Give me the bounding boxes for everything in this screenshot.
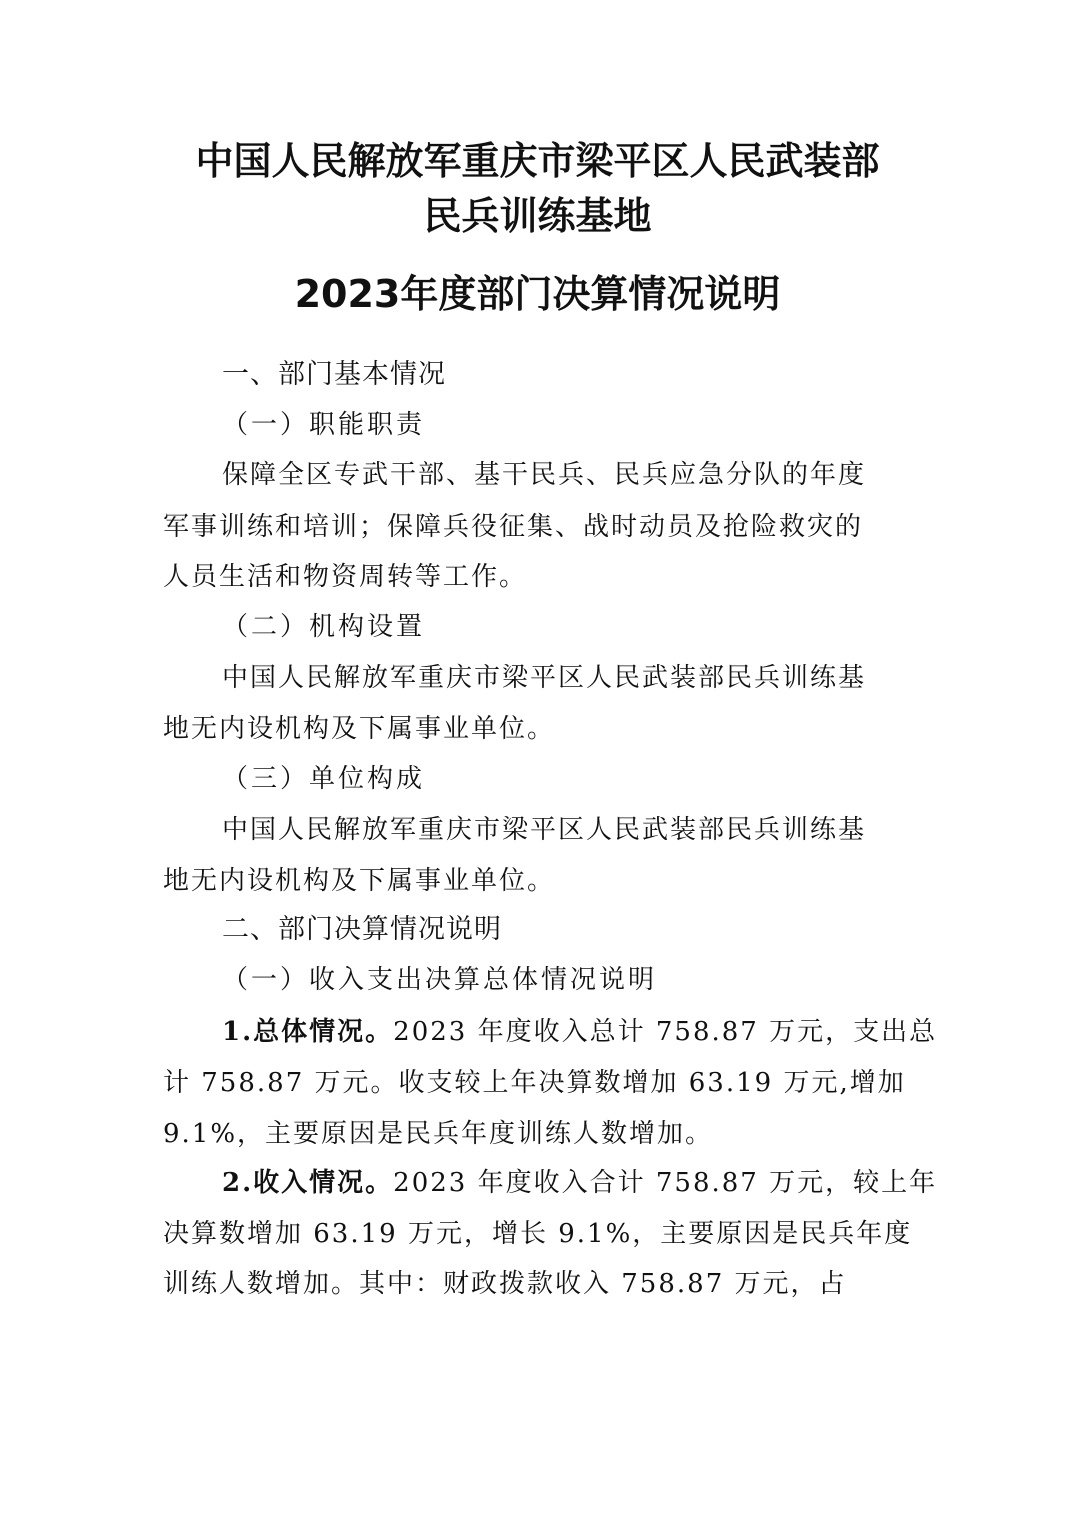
paragraph-2-lead: 2.收入情况。	[222, 1168, 394, 1198]
paragraph-line: 训练人数增加。其中：财政拨款收入 758.87 万元，占	[163, 1269, 847, 1299]
section-1-heading: 一、部门基本情况	[222, 359, 446, 390]
paragraph-2-text: 2023 年度收入合计 758.87 万元，较上年	[393, 1168, 938, 1198]
paragraph-2-line-1	[222, 1163, 937, 1203]
document-title-line-1: 中国人民解放军重庆市梁平区人民武装部	[195, 139, 880, 183]
subsection-2-heading: （二）机构设置	[222, 612, 426, 642]
paragraph-line: 人员生活和物资周转等工作。	[163, 562, 528, 592]
paragraph-line: 保障全区专武干部、基干民兵、民兵应急分队的年度	[222, 460, 867, 490]
subsection-3-heading: （三）单位构成	[222, 764, 426, 794]
document-title-line-2: 民兵训练基地	[423, 194, 652, 238]
paragraph-1-text: 2023 年度收入总计 758.87 万元，支出总	[393, 1017, 938, 1047]
paragraph-1-lead: 1.总体情况。	[222, 1017, 394, 1047]
paragraph-1-line-1	[222, 1012, 937, 1052]
paragraph-line: 地无内设机构及下属事业单位。	[163, 714, 556, 744]
section-2-heading: 二、部门决算情况说明	[222, 914, 502, 945]
paragraph-line: 军事训练和培训；保障兵役征集、战时动员及抢险救灾的	[163, 512, 864, 542]
paragraph-line: 9.1%，主要原因是民兵年度训练人数增加。	[163, 1119, 714, 1149]
paragraph-line: 计 758.87 万元。收支较上年决算数增加 63.19 万元,增加	[163, 1068, 906, 1098]
paragraph-line: 中国人民解放军重庆市梁平区人民武装部民兵训练基	[222, 815, 867, 845]
paragraph-line: 地无内设机构及下属事业单位。	[163, 866, 556, 896]
section-2-subsection-1-heading: （一）收入支出决算总体情况说明	[222, 965, 658, 995]
paragraph-line: 决算数增加 63.19 万元，增长 9.1%，主要原因是民兵年度	[163, 1219, 913, 1249]
document-title-line-3: 2023年度部门决算情况说明	[294, 272, 781, 316]
subsection-1-heading: （一）职能职责	[222, 410, 426, 440]
paragraph-line: 中国人民解放军重庆市梁平区人民武装部民兵训练基	[222, 663, 867, 693]
